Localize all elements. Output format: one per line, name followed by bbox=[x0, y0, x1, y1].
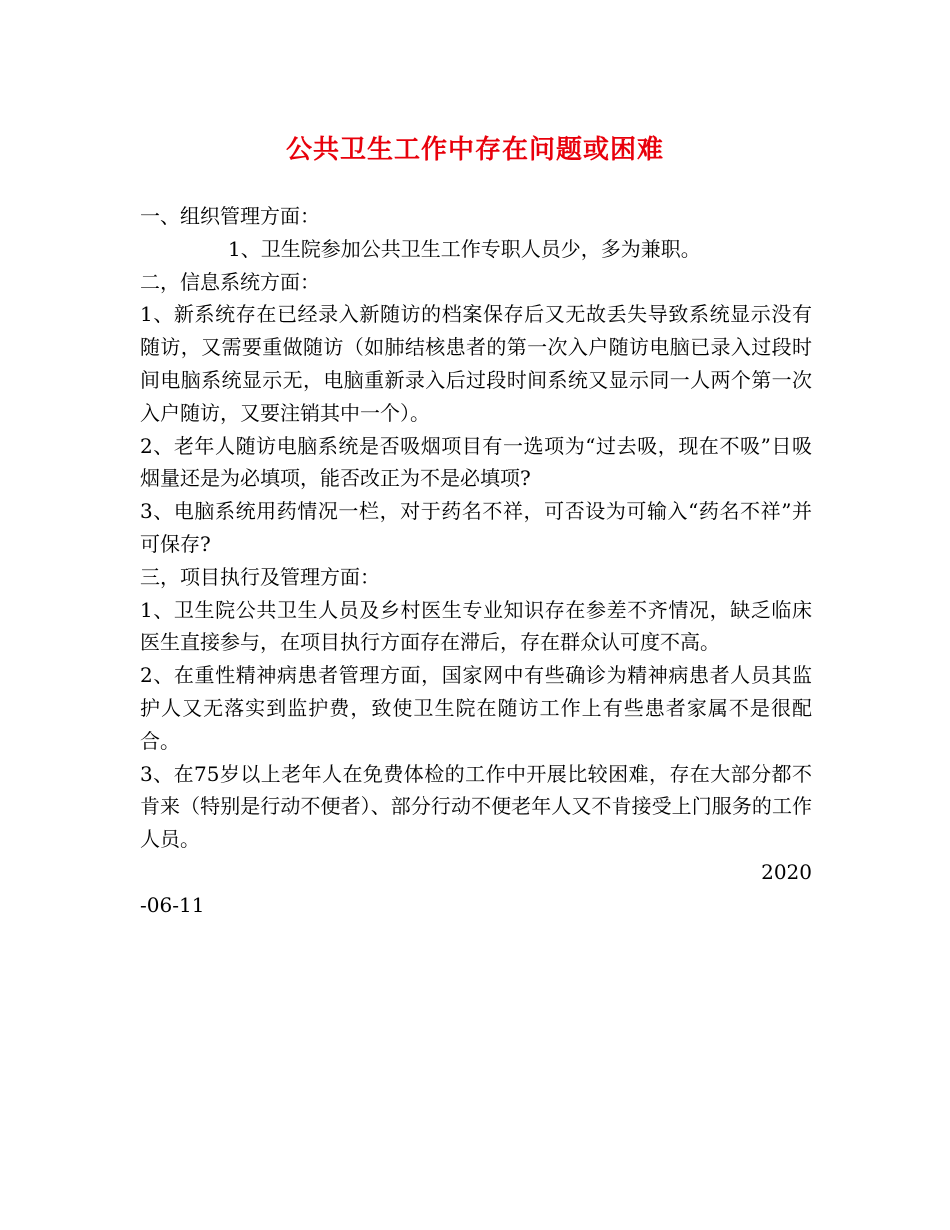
paragraph-organization-1: 1、卫生院参加公共卫生工作专职人员少，多为兼职。 bbox=[228, 236, 701, 261]
section-heading-organization: 一、组织管理方面： bbox=[140, 204, 320, 228]
document-body bbox=[140, 200, 812, 922]
paragraph-project-2: 2、在重性精神病患者管理方面，国家网中有些确诊为精神病患者人员其监护人又无落实到监护费，致使卫生院在随访工作上有些患者家属不是很配合。 bbox=[140, 663, 812, 753]
section-heading-project-execution: 三，项目执行及管理方面： bbox=[140, 564, 380, 589]
paragraph-system-2: 2、老年人随访电脑系统是否吸烟项目有一选项为“过去吸，现在不吸”日吸烟量还是为必填项，能否改正为不是必填项? bbox=[140, 433, 812, 491]
paragraph-project-1: 1、卫生院公共卫生人员及乡村医生专业知识存在参差不齐情况，缺乏临床医生直接参与，在项目执行方面存在滞后，存在群众认可度不高。 bbox=[140, 597, 812, 655]
paragraph-system-3: 3、电脑系统用药情况一栏，对于药名不祥，可否设为可输入“药名不祥”并可保存? bbox=[140, 499, 812, 556]
paragraph-project-3: 3、在75岁以上老年人在免费体检的工作中开展比较困难，存在大部分都不肯来（特别是行动不便者）、部分行动不便老年人又不肯接受上门服务的工作人员。 bbox=[140, 761, 812, 852]
document-title: 公共卫生工作中存在问题或困难 bbox=[285, 135, 664, 165]
date-month-day: -06-11 bbox=[140, 892, 205, 917]
date-year: 2020 bbox=[761, 859, 812, 884]
paragraph-system-1: 1、新系统存在已经录入新随访的档案保存后又无故丢失导致系统显示没有随访，又需要重做随访（如肺结核患者的第一次入户随访电脑已录入过段时间电脑系统显示无，电脑重新录入后过段时间系统又显示同一人两个第一次入户随访，又要注销其中一个）。 bbox=[140, 302, 812, 425]
section-heading-information-system: 二，信息系统方面： bbox=[140, 269, 320, 294]
